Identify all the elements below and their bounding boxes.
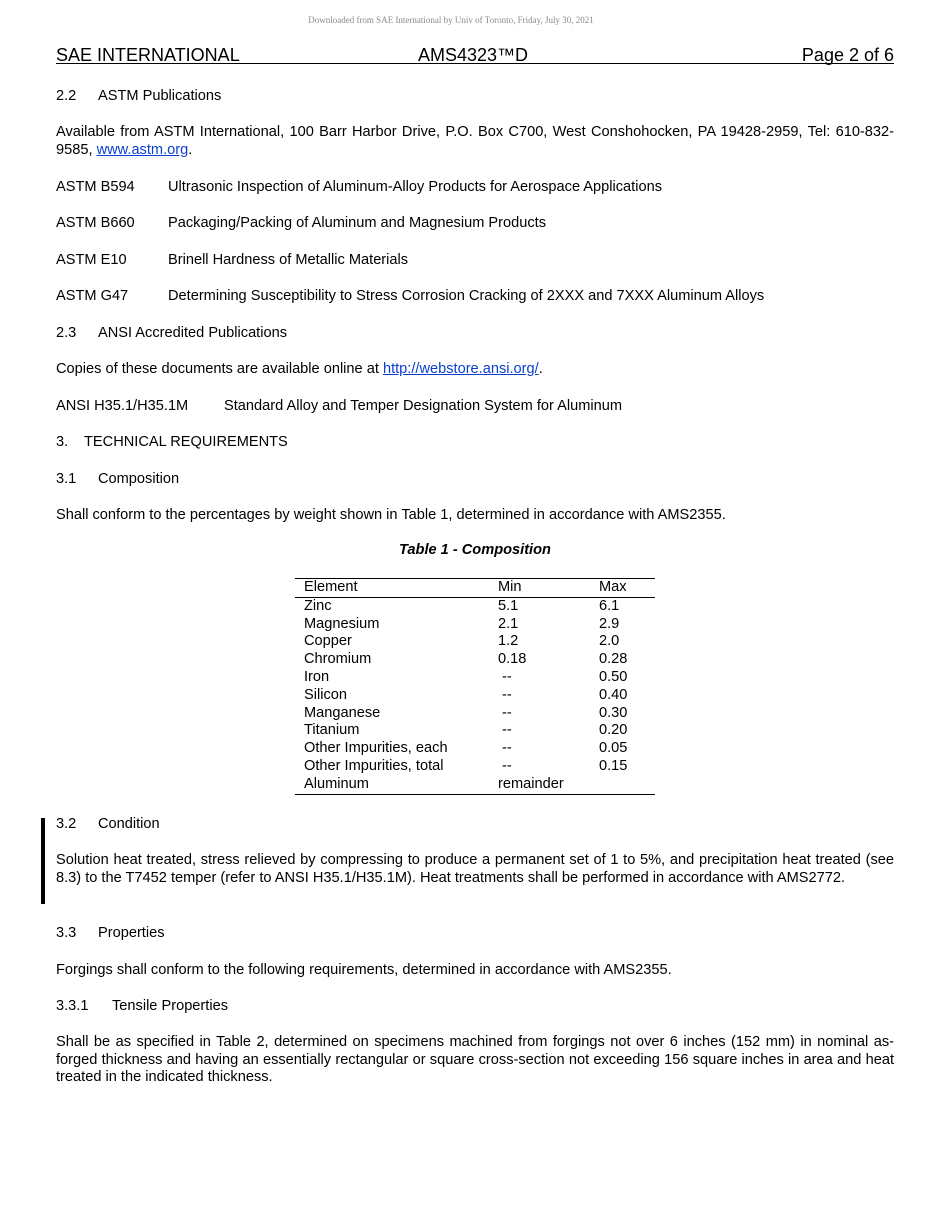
cell-min: 5.1 — [498, 597, 519, 614]
table-row — [295, 722, 655, 740]
cell-min: 2.1 — [498, 615, 519, 632]
ansi-webstore-link[interactable]: http://webstore.ansi.org/ — [382, 361, 539, 377]
cell-max: 2.0 — [599, 633, 620, 650]
table-row — [295, 616, 655, 634]
section-3-3-1-heading: 3.3.1 Tensile Properties — [56, 998, 228, 1014]
header-rule — [56, 63, 894, 64]
column-header-min: Min — [498, 579, 522, 595]
cell-max — [599, 776, 655, 794]
section-3-heading: 3. TECHNICAL REQUIREMENTS — [56, 434, 288, 450]
header-org: SAE INTERNATIONAL — [56, 45, 240, 65]
cell-max: 0.28 — [599, 651, 628, 668]
table-row — [295, 705, 655, 723]
table-row — [295, 633, 655, 651]
reference-astm-b594: ASTM B594 Ultrasonic Inspection of Aluminum-Alloy Products for Aerospace Applications — [56, 179, 662, 195]
section-3-3-1-text: Shall be as specified in Table 2, determined on specimens machined from forgings not over 6 inches (152 mm) in nominal as-forged thickness and having an essentially rectangular or square cross-section not exceeding 156 square inches in area and heat treated in the indicated thickness. — [56, 1034, 894, 1085]
cell-element: Other Impurities, each — [304, 740, 448, 757]
header-doc-id: AMS4323™D — [418, 45, 529, 65]
cell-min: -- — [498, 686, 512, 703]
cell-max: 6.1 — [599, 597, 620, 614]
cell-max: 0.50 — [599, 668, 628, 685]
reference-astm-g47: ASTM G47 Determining Susceptibility to Stress Corrosion Cracking of 2XXX and 7XXX Aluminum Alloys — [56, 288, 765, 304]
reference-ansi-h35: ANSI H35.1/H35.1M Standard Alloy and Temper Designation System for Aluminum — [56, 398, 623, 414]
cell-element: Zinc — [304, 597, 332, 614]
cell-min: -- — [498, 722, 512, 739]
table-1-caption: Table 1 - Composition — [399, 542, 551, 558]
cell-max: 0.20 — [599, 722, 628, 739]
reference-astm-b660: ASTM B660 Packaging/Packing of Aluminum and Magnesium Products — [56, 215, 547, 231]
section-2-2-heading: 2.2 ASTM Publications — [56, 88, 222, 104]
table-row — [295, 687, 655, 705]
cell-min: remainder — [498, 775, 564, 792]
astm-link[interactable]: www.astm.org — [96, 141, 189, 158]
cell-element: Aluminum — [304, 775, 369, 792]
table-row — [295, 740, 655, 758]
cell-max: 0.30 — [599, 704, 628, 721]
cell-element: Iron — [304, 668, 330, 685]
table-row — [295, 758, 655, 776]
section-2-3-heading: 2.3 ANSI Accredited Publications — [56, 325, 288, 341]
download-watermark: Downloaded from SAE International by Univ of Toronto, Friday, July 30, 2021 — [308, 15, 594, 25]
table-row — [295, 669, 655, 687]
cell-max: 2.9 — [599, 615, 620, 632]
reference-astm-e10: ASTM E10 Brinell Hardness of Metallic Materials — [56, 252, 409, 268]
column-header-element: Element — [304, 579, 358, 595]
header-page-number: Page 2 of 6 — [801, 45, 894, 65]
section-3-3-text: Forgings shall conform to the following requirements, determined in accordance with AMS2355. — [56, 962, 672, 978]
section-3-1-heading: 3.1 Composition — [56, 471, 180, 487]
section-3-3-heading: 3.3 Properties — [56, 925, 165, 941]
composition-table — [295, 578, 655, 795]
ansi-availability-paragraph: Copies of these documents are available online at http://webstore.ansi.org/. — [56, 361, 543, 377]
table-row — [295, 597, 655, 615]
cell-max: 0.05 — [599, 740, 628, 757]
table-row — [295, 651, 655, 669]
cell-min: -- — [498, 757, 512, 774]
section-3-2-heading: 3.2 Condition — [56, 816, 160, 832]
cell-element: Magnesium — [304, 615, 380, 632]
cell-max: 0.40 — [599, 686, 628, 703]
cell-element: Titanium — [304, 722, 360, 739]
section-3-1-text: Shall conform to the percentages by weight shown in Table 1, determined in accordance with AMS2355. — [56, 507, 726, 523]
cell-min: -- — [498, 740, 512, 757]
cell-element: Manganese — [304, 704, 381, 721]
cell-min: -- — [498, 704, 512, 721]
section-3-2-text: Solution heat treated, stress relieved by compressing to produce a permanent set of 1 to 5%, and precipitation heat treated (see 8.3) to the T7452 temper (refer to ANSI H35.1/H35.1M). Heat treatments shall be performed in accordance with AMS2772. — [56, 852, 894, 886]
cell-element: Chromium — [304, 651, 372, 668]
cell-element: Other Impurities, total — [304, 757, 444, 774]
astm-availability-paragraph: Available from ASTM International, 100 Barr Harbor Drive, P.O. Box C700, West Conshohocken, PA 19428-2959, Tel: 610-832-9585, www.astm.org. — [56, 124, 894, 158]
table-header-row — [295, 579, 655, 598]
cell-element: Copper — [304, 633, 352, 650]
cell-min: 1.2 — [498, 633, 519, 650]
cell-max: 0.15 — [599, 757, 628, 774]
table-row — [295, 776, 655, 794]
cell-min: 0.18 — [498, 651, 527, 668]
column-header-max: Max — [599, 579, 627, 595]
revision-change-bar — [41, 818, 45, 904]
cell-min: -- — [498, 668, 512, 685]
cell-element: Silicon — [304, 686, 347, 703]
